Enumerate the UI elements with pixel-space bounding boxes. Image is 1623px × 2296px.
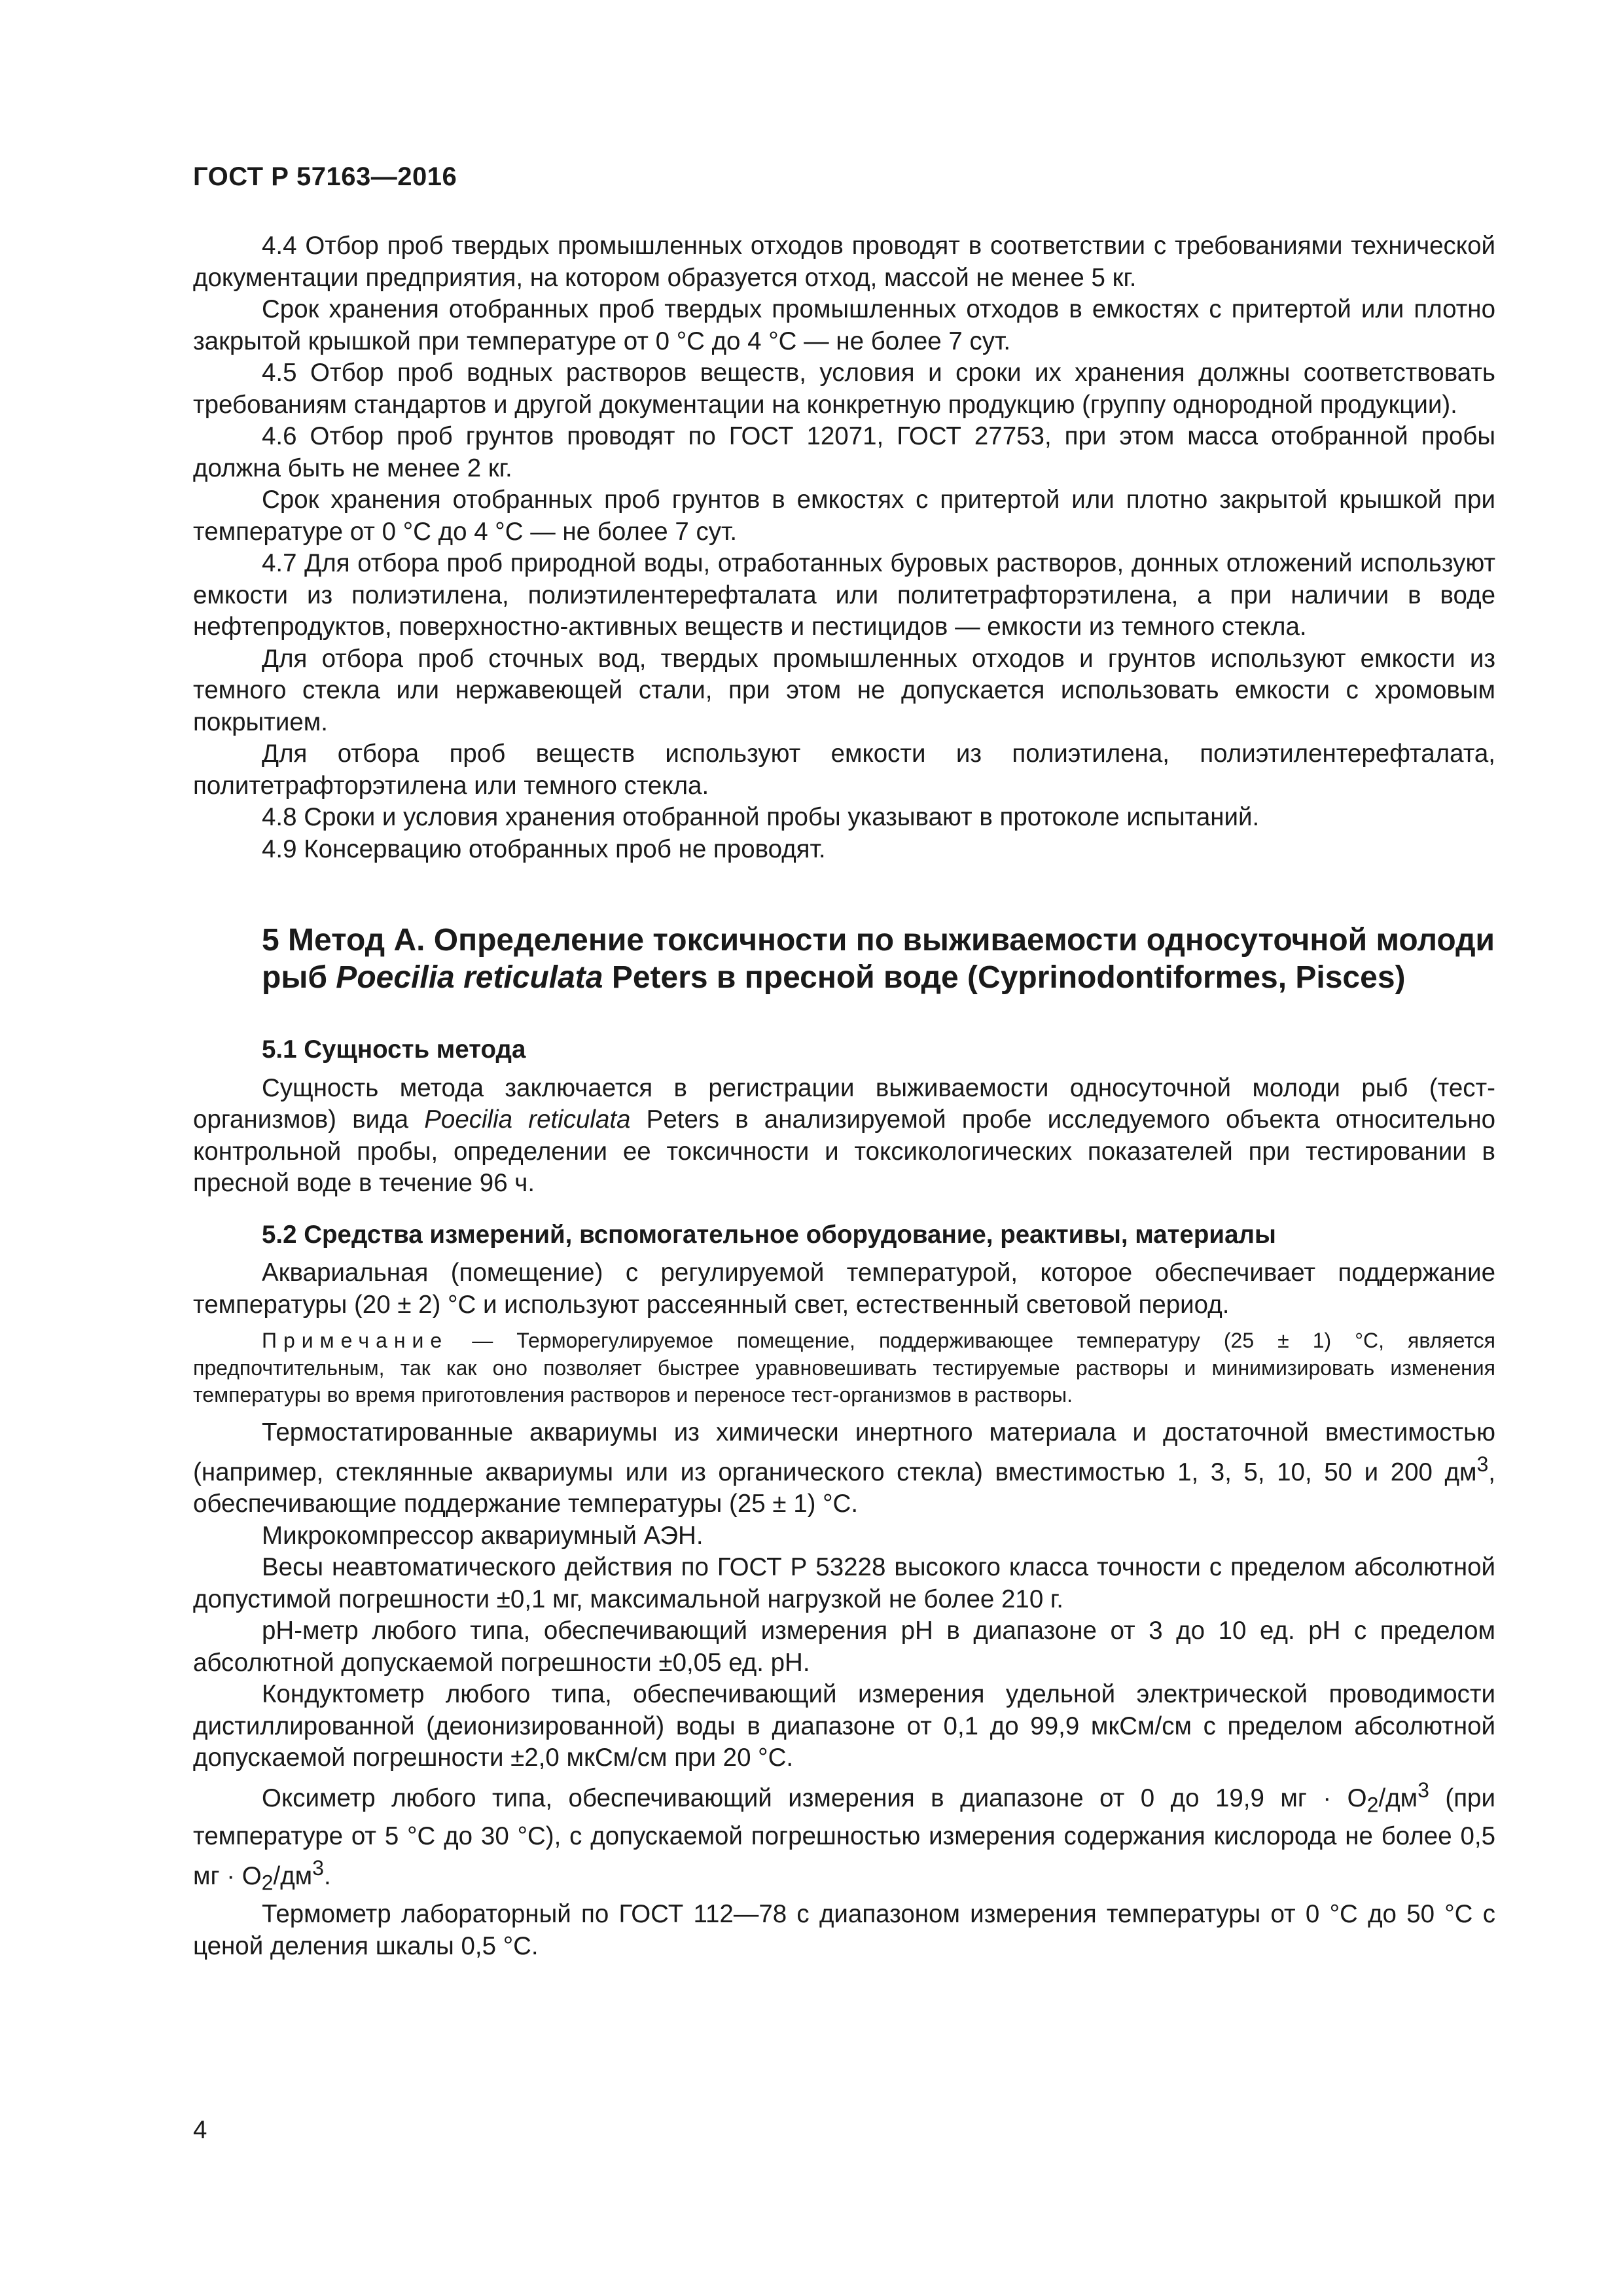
text-run: (при температуре от 5 °С до 30 °С), с допускаемой погрешностью измерения содержания кислорода не более 0,5 мг · O: [193, 1784, 1495, 1891]
subsection-5-1-heading: 5.1 Сущность метода: [262, 1035, 526, 1064]
page-content: [193, 230, 1495, 1962]
subscript: 2: [261, 1871, 274, 1895]
text-run: Оксиметр любого типа, обеспечивающий измерения в диапазоне от 0 до 19,9 мг · O: [262, 1784, 1367, 1812]
paragraph-essence: [193, 1073, 1495, 1200]
text-run: Термостатированные аквариумы из химически инертного материала и достаточной вместимостью (например, стеклянные аквариумы или из органического стекла) вместимостью 1, 3, 5, 10, 50 и 200 дм: [193, 1418, 1495, 1486]
paragraph: Срок хранения отобранных проб твердых промышленных отходов в емкостях с притертой или плотно закрытой крышкой при температуре от 0 °С до 4 °С — не более 7 сут.: [193, 295, 1495, 355]
paragraph: Аквариальная (помещение) с регулируемой температурой, которое обеспечивает поддержание температуры (20 ± 2) °С и используют рассеянный свет, естественный световой период.: [193, 1259, 1495, 1319]
text-run: Сущность метода заключается в регистрации выживаемости односуточной молоди рыб (тест-организмов) вида: [193, 1073, 1495, 1134]
paragraph: Микрокомпрессор аквариумный АЭН.: [262, 1521, 704, 1550]
document-header: ГОСТ Р 57163—2016: [193, 162, 457, 191]
paragraph: 4.5 Отбор проб водных растворов веществ, условия и сроки их хранения должны соответствовать требованиям стандартов и другой документации на конкретную продукцию (группу однородной продукции).: [193, 359, 1495, 419]
note-text: — Терморегулируемое помещение, поддерживающее температуру (25 ± 1) °С, является предпочтительным, так как оно позволяет быстрее уравновешивать тестируемые растворы и минимизировать изменения температуры во время приготовления растворов и переносе тест-организмов в растворы.: [193, 1329, 1495, 1407]
text-run: /дм: [273, 1862, 313, 1891]
superscript: 3: [1418, 1778, 1429, 1802]
paragraph-oximeter: [193, 1774, 1495, 1899]
text-run: , обеспечивающие поддержание температуры (25 ± 1) °С.: [193, 1458, 1495, 1518]
superscript: 3: [1476, 1452, 1489, 1476]
paragraph: Весы неавтоматического действия по ГОСТ Р 53228 высокого класса точности с пределом абсолютной допустимой погрешности ±0,1 мг, максимальной нагрузкой не более 210 г.: [193, 1553, 1495, 1613]
paragraph: Термометр лабораторный по ГОСТ 112—78 с диапазоном измерения температуры от 0 °С до 50 °С с ценой деления шкалы 0,5 °С.: [193, 1900, 1495, 1960]
paragraph: рН-метр любого типа, обеспечивающий измерения рН в диапазоне от 3 до 10 ед. рН с пределом абсолютной допускаемой погрешности ±0,05 ед. рН.: [193, 1617, 1495, 1677]
paragraph: 4.4 Отбор проб твердых промышленных отходов проводят в соответствии с требованиями технической документации предприятия, на котором образуется отход, массой не менее 5 кг.: [193, 232, 1495, 292]
paragraph: 4.9 Консервацию отобранных проб не проводят.: [262, 834, 826, 863]
section-5-title-prefix: 5 Метод А. Определение токсичности по выживаемости односуточной молоди рыб: [262, 923, 1495, 995]
species-name: Poecilia reticulata: [424, 1105, 631, 1134]
note-label: Примечание: [262, 1329, 449, 1352]
section-5-heading: [193, 922, 1495, 996]
text-run: .: [324, 1862, 331, 1891]
paragraph: Срок хранения отобранных проб грунтов в емкостях с притертой или плотно закрытой крышкой при температуре от 0 °С до 4 °С — не более 7 сут.: [193, 486, 1495, 546]
paragraph: Для отбора проб сточных вод, твердых промышленных отходов и грунтов используют емкости из темного стекла или нержавеющей стали, при этом не допускается использовать емкости с хромовым покрытием.: [193, 644, 1495, 736]
text-run: /дм: [1378, 1784, 1418, 1812]
paragraph: 4.6 Отбор проб грунтов проводят по ГОСТ 12071, ГОСТ 27753, при этом масса отобранной пробы должна быть не менее 2 кг.: [193, 422, 1495, 482]
paragraph: Кондуктометр любого типа, обеспечивающий измерения удельной электрической проводимости дистиллированной (деионизированной) воды в диапазоне от 0,1 до 99,9 мкСм/см с пределом абсолютной допускаемой погрешности ±2,0 мкСм/см при 20 °С.: [193, 1680, 1495, 1772]
paragraph-aquaria: [193, 1417, 1495, 1520]
subscript: 2: [1366, 1793, 1379, 1817]
paragraph: 4.8 Сроки и условия хранения отобранной пробы указывают в протоколе испытаний.: [262, 803, 1260, 831]
text-run: Peters в анализируемой пробе исследуемого объекта относительно контрольной пробы, определении ее токсичности и токсикологических показателей при тестировании в пресной воде в течение 96 ч.: [193, 1105, 1495, 1197]
paragraph: Для отбора проб веществ используют емкости из полиэтилена, полиэтилентерефталата, политетрафторэтилена или темного стекла.: [193, 740, 1495, 800]
section-5-title-suffix: Peters в пресной воде (Cyprinodontiformes, Pisces): [603, 960, 1406, 995]
page-number: 4: [193, 2116, 207, 2144]
paragraph: 4.7 Для отбора проб природной воды, отработанных буровых растворов, донных отложений используют емкости из полиэтилена, полиэтилентерефталата или политетрафторэтилена, а при наличии в воде нефтепродуктов, поверхностно-активных веществ и пестицидов — емкости из темного стекла.: [193, 549, 1495, 641]
note: [193, 1327, 1495, 1409]
superscript: 3: [312, 1856, 324, 1880]
section-5-species: Poecilia reticulata: [336, 960, 603, 995]
subsection-5-2-heading: 5.2 Средства измерений, вспомогательное оборудование, реактивы, материалы: [262, 1220, 1276, 1249]
